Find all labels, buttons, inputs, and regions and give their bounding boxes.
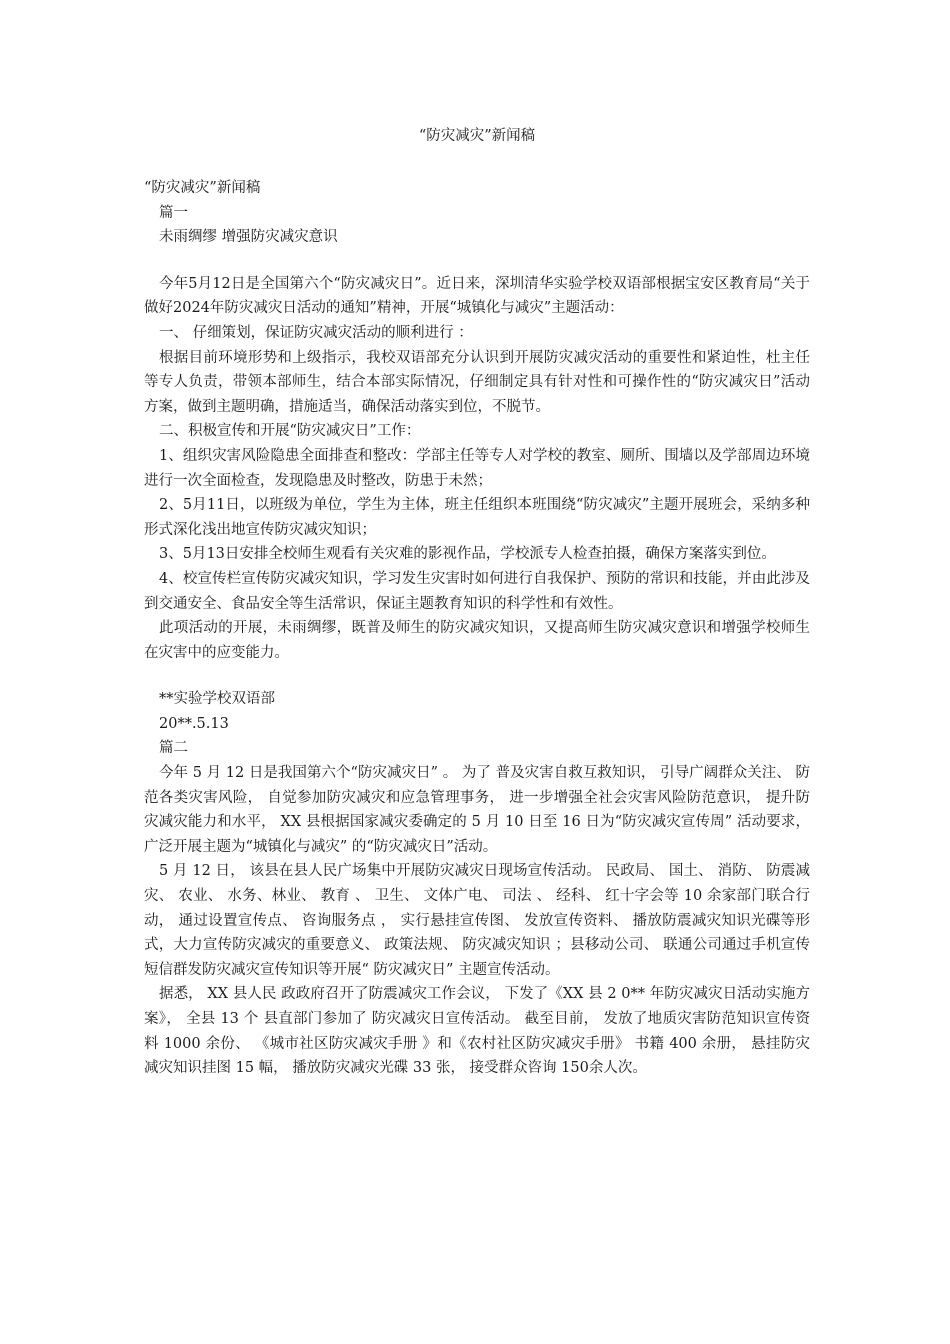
part1-headline: 未雨绸缪 增强防灾减灾意识 [159, 229, 338, 246]
part1-section1-paragraph: 根据目前环境形势和上级指示，我校双语部充分认识到开展防灾减灾活动的重要性和紧迫性，杜主任等专人负责，带领本部师生，结合本部实际情况，仔细制定具有针对性和可操作性的“防灾减灾日”活动方案，做到主题明确，措施适当，确保活动落实到位，不脱节。 [144, 349, 810, 415]
part1-item-4: 4、校宣传栏宣传防灾减灾知识，学习发生灾害时如何进行自我保护、预防的常识和技能，并由此涉及到交通安全、食品安全等生活常识，保证主题教育知识的科学性和有效性。 [144, 570, 810, 612]
part1-item-2: 2、5月11日，以班级为单位，学生为主体，班主任组织本班围绕“防灾减灾”主题开展班会，采纳多种形式深化浅出地宣传防灾减灾知识； [144, 497, 810, 538]
document-body [144, 176, 810, 1081]
part1-item-3: 3、5月13日安排全校师生观看有关灾难的影视作品，学校派专人检查拍摄，确保方案落实到位。 [159, 546, 776, 563]
part1-signature: **实验学校双语部 [159, 691, 275, 708]
part1-intro-paragraph: 今年5月12日是全国第六个“防灾减灾日”。近日来，深圳清华实验学校双语部根据宝安区教育局“关于做好2024年防灾减灾日活动的通知”精神，开展“城镇化与减灾”主题活动： [144, 275, 810, 317]
part1-item-1: 1、组织灾害风险隐患全面排查和整改：学部主任等专人对学校的教室、厕所、围墙以及学部周边环境进行一次全面检查，发现隐患及时整改，防患于未然； [144, 447, 810, 489]
document-title: “防灾减灾”新闻稿 [418, 128, 536, 144]
part1-conclusion-paragraph: 此项活动的开展，未雨绸缪，既普及师生的防灾减灾知识，又提高师生防灾减灾意识和增强学校师生在灾害中的应变能力。 [144, 620, 810, 661]
part2-paragraph-3: 据悉， XX 县人民 政政府召开了防震减灾工作会议， 下发了《XX 县 2 0** 年防灾减灾日活动实施方案》， 全县 13 个 县直部门参加了 防灾减灾日宣传活动。 截至目前， 发放了地质灾害防范知识宣传资料 1000 余份、 《城市社区防灾减灾手册 》和《农村社区防灾减灾手册》 书籍 400 余册， 悬挂防灾减灾知识挂图 15 幅， 播放防灾减灾光碟 33 张， 接受群众咨询 150余人次。 [144, 986, 810, 1077]
part2-paragraph-1: 今年 5 月 12 日是我国第六个“防灾减灾日” 。 为了 普及灾害自救互救知识， 引导广阔群众关注、 防范各类灾害风险， 自觉参加防灾减灾和应急管理事务， 进一步增强全社会灾害风险防范意识， 提升防灾减灾能力和水平， XX 县根据国家减灾委确定的 5 月 10 日至 16 日为“防灾减灾宣传周” 活动要求， 广泛开展主题为“城镇化与减灾” 的“防灾减灾日”活动。 [144, 765, 810, 855]
part1-section2-title: 二、积极宣传和开展“防灾减灾日”工作： [159, 423, 421, 440]
part1-heading: 篇一 [159, 204, 188, 221]
part1-date: 20**.5.13 [159, 715, 229, 732]
part2-heading: 篇二 [159, 740, 188, 757]
part2-paragraph-2: 5 月 12 日， 该县在县人民广场集中开展防灾减灾日现场宣传活动。 民政局、 国土、 消防、 防震减灾、 农业、 水务、林业、 教育 、 卫生、 文体广电、 司法 、 经科、 红十字会等 10 余家部门联合行动， 通过设置宣传点、 咨询服务点 ， 实行悬挂宣传图、 发放宣传资料、 播放防震减灾知识光碟等形式，大力宣传防灾减灾的重要意义、 政策法规、 防灾减灾知识 ；县移动公司、 联通公司通过手机宣传短信群发防灾减灾宣传知识等开展“ 防灾减灾日” 主题宣传活动。 [144, 863, 810, 978]
document-subtitle: “防灾减灾”新闻稿 [144, 180, 261, 196]
spacer [144, 665, 810, 687]
part1-section1-title: 一、 仔细策划，保证防灾减灾活动的顺利进行 ： [159, 324, 473, 341]
spacer [144, 250, 810, 272]
